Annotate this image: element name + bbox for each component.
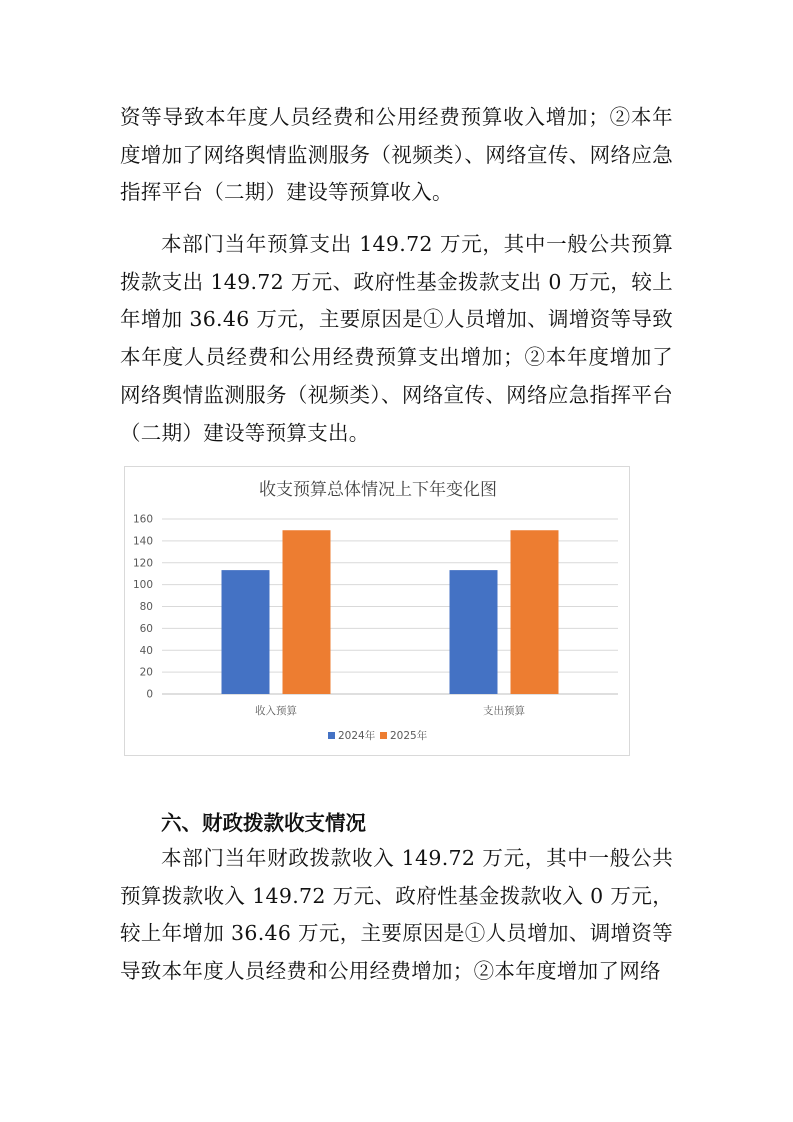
legend-swatch [380,732,387,739]
x-category-label: 收入预算 [255,705,297,717]
section-heading-6: 六、财政拨款收支情况 [161,811,366,835]
bar-2025年-收入预算 [283,530,331,694]
y-tick-label: 160 [132,513,153,526]
legend-label: 2024年 [338,730,376,742]
legend-label: 2025年 [390,730,428,742]
paragraph-fiscal-appropriation: 本部门当年财政拨款收入 149.72 万元，其中一般公共预算拨款收入 149.72 万元、政府性基金拨款收入 0 万元，较上年增加 36.46 万元，主要原因是①人员增加、调增资等导致本年度人员经费和公用经费增加；②本年度增加了网络 [120,846,673,984]
paragraph-budget-income-reason: 资等导致本年度人员经费和公用经费预算收入增加；②本年度增加了网络舆情监测服务（视频类）、网络宣传、网络应急指挥平台（二期）建设等预算收入。 [120,105,673,205]
y-tick-label: 100 [132,579,153,592]
bar-2024年-支出预算 [450,570,498,694]
budget-change-chart [124,466,630,756]
y-tick-label: 40 [139,644,153,657]
chart-title: 收支预算总体情况上下年变化图 [259,480,497,500]
y-tick-label: 140 [132,535,153,548]
y-tick-label: 0 [146,688,153,701]
x-category-label: 支出预算 [483,705,525,717]
bar-2025年-支出预算 [511,530,559,694]
y-tick-label: 120 [132,557,153,570]
y-tick-label: 60 [139,622,153,635]
legend-swatch [328,732,335,739]
y-tick-label: 80 [139,601,153,613]
y-tick-label: 20 [139,666,153,679]
paragraph-budget-expenditure: 本部门当年预算支出 149.72 万元，其中一般公共预算拨款支出 149.72 万元、政府性基金拨款支出 0 万元，较上年增加 36.46 万元，主要原因是①人员增加、调增资等导致本年度人员经费和公用经费预算支出增加；②本年度增加了网络舆情监测服务（视频类）、网络宣传、网络应急指挥平台（二期）建设等预算支出。 [120,232,673,445]
bar-2024年-收入预算 [222,570,270,694]
